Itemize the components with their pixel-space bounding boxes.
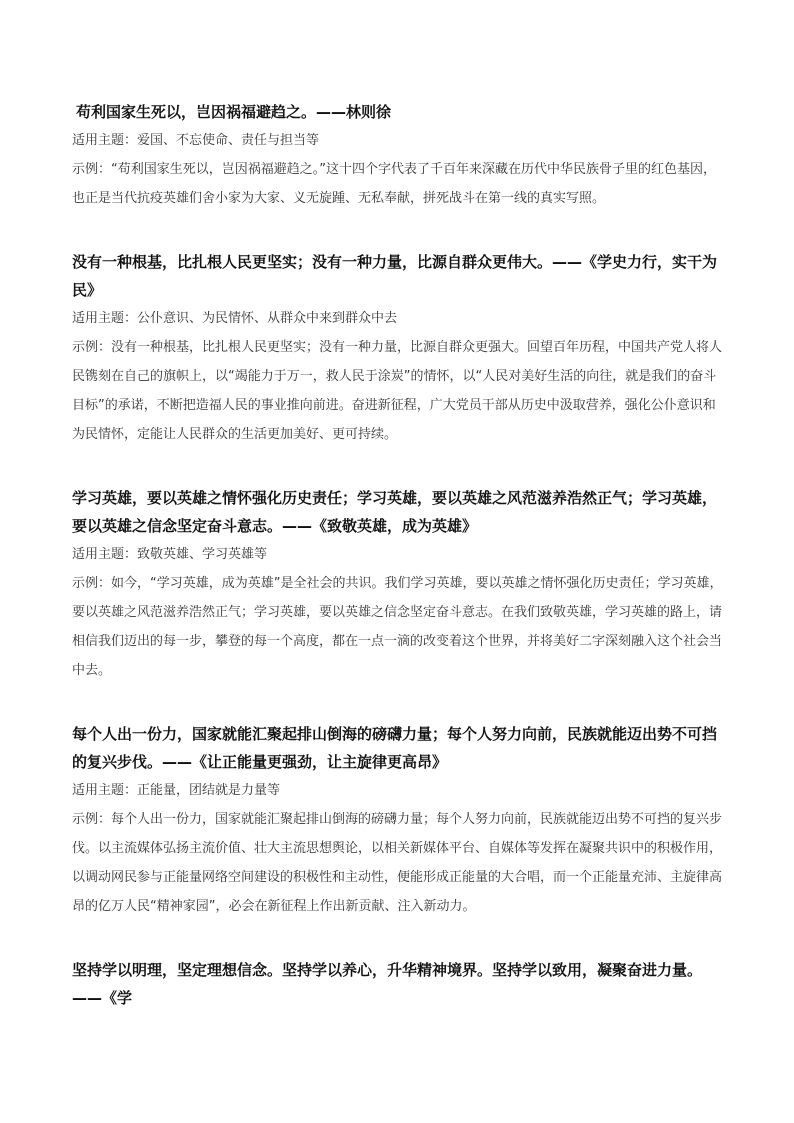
document-page [72, 98, 724, 1012]
quote-heading: 学习英雄，要以英雄之情怀强化历史责任；学习英雄，要以英雄之风范滋养浩然正气；学习英雄，要以英雄之信念坚定奋斗意志。——《致敬英雄，成为英雄》 [72, 489, 718, 535]
applicable-theme: 适用主题：公仆意识、为民情怀、从群众中来到群众中去 [72, 311, 398, 326]
applicable-theme: 适用主题：正能量，团结就是力量等 [72, 783, 281, 798]
quote-heading: 苟利国家生死以，岂因祸福避趋之。——林则徐 [76, 103, 392, 121]
quote-heading: 坚持学以明理，坚定理想信念。坚持学以养心，升华精神境界。坚持学以致用，凝聚奋进力量。——《学 [72, 961, 703, 1007]
quote-entry-1 [72, 98, 724, 213]
quote-heading: 没有一种根基，比扎根人民更坚实；没有一种力量，比源自群众更伟大。——《学史力行，实干为民》 [72, 253, 718, 299]
applicable-theme: 适用主题：致敬英雄、学习英雄等 [72, 547, 268, 562]
quote-entry-2 [72, 248, 724, 449]
quote-entry-5 [72, 956, 724, 1012]
example-paragraph: 示例：“苟利国家生死以，岂因祸福避趋之。”这十四个字代表了千百年来深藏在历代中华民族骨子里的红色基因，也正是当代抗疫英雄们舍小家为大家、义无旋踵、无私奉献，拼死战斗在第一线的真实写照。 [72, 162, 716, 206]
quote-heading: 每个人出一份力，国家就能汇聚起排山倒海的磅礴力量；每个人努力向前，民族就能迈出势不可挡的复兴步伐。——《让正能量更强劲，让主旋律更高昂》 [72, 725, 718, 771]
quote-entry-4 [72, 720, 724, 921]
example-paragraph: 示例：每个人出一份力，国家就能汇聚起排山倒海的磅礴力量；每个人努力向前，民族就能迈出势不可挡的复兴步伐。以主流媒体弘扬主流价值、壮大主流思想舆论，以相关新媒体平台、自媒体等发挥在凝聚共识中的积极作用，以调动网民参与正能量网络空间建设的积极性和主动性，便能形成正能量的大合唱，而一个正能量充沛、主旋律高昂的亿万人民“精神家园”，必会在新征程上作出新贡献、注入新动力。 [72, 812, 723, 914]
example-paragraph: 示例：如今，“学习英雄，成为英雄”是全社会的共识。我们学习英雄，要以英雄之情怀强化历史责任；学习英雄，要以英雄之风范滋养浩然正气；学习英雄，要以英雄之信念坚定奋斗意志。在我们致敬英雄，学习英雄的路上，请相信我们迈出的每一步，攀登的每一个高度，都在一点一滴的改变着这个世界，并将美好二字深刻融入这个社会当中去。 [72, 576, 723, 678]
example-paragraph: 示例：没有一种根基，比扎根人民更坚实；没有一种力量，比源自群众更强大。回望百年历程，中国共产党人将人民镌刻在自己的旗帜上，以“竭能力于万一，救人民于涂炭”的情怀，以“人民对美好生活的向往，就是我们的奋斗目标”的承诺，不断把造福人民的事业推向前进。奋进新征程，广大党员干部从历史中汲取营养，强化公仆意识和为民情怀，定能让人民群众的生活更加美好、更可持续。 [72, 340, 723, 442]
applicable-theme: 适用主题：爱国、不忘使命、责任与担当等 [72, 133, 320, 148]
quote-entry-3 [72, 484, 724, 685]
